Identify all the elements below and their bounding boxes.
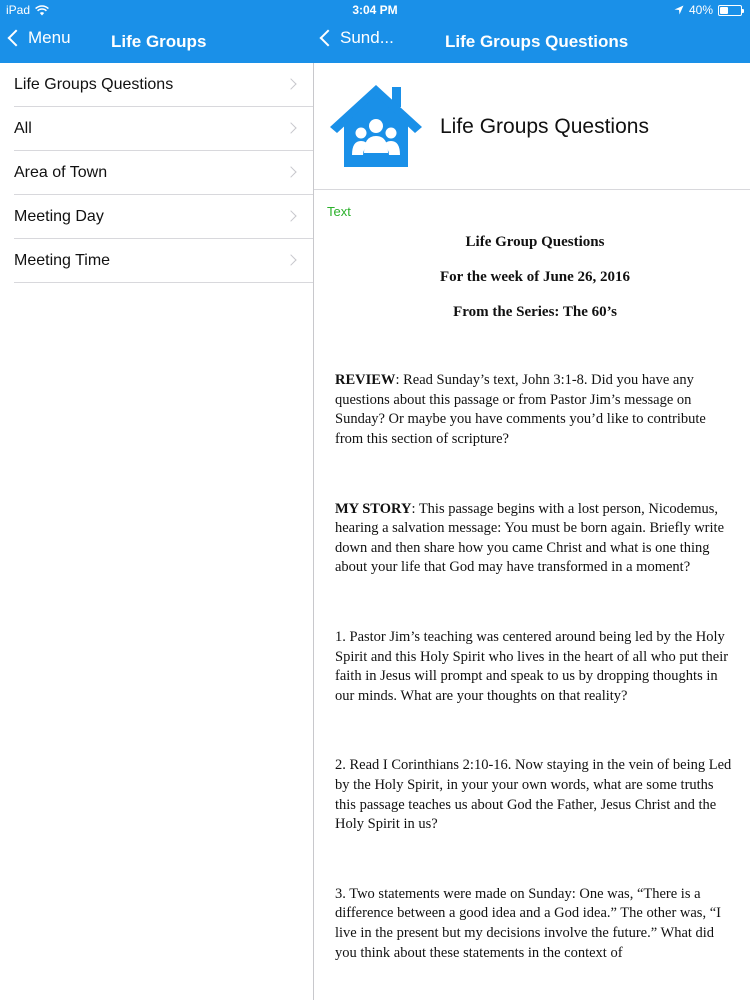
chevron-right-icon <box>285 254 296 265</box>
detail-nav-bar <box>314 22 750 62</box>
question-1: 1. Pastor Jim’s teaching was centered around being led by the Holy Spirit and this Holy Spirit who lives in the heart of all who put their faith in Jesus will prompt and speak to us by dropping thoughts in our minds. What are your thoughts on that reality? <box>335 629 729 704</box>
sidebar-item-all[interactable] <box>14 107 313 151</box>
sidebar-item-label: All <box>14 119 32 137</box>
menu-back-label: Menu <box>28 28 71 47</box>
carrier-label: iPad <box>6 3 31 17</box>
sunday-back-label: Sund... <box>340 28 394 47</box>
chevron-left-icon <box>8 30 25 47</box>
sidebar-item-label: Meeting Day <box>14 207 104 225</box>
status-time: 3:04 PM <box>352 3 398 17</box>
review-paragraph <box>335 371 735 449</box>
detail-title: Life Groups Questions <box>445 32 629 51</box>
doc-series: From the Series: The 60’s <box>453 304 617 321</box>
doc-date: For the week of June 26, 2016 <box>439 269 631 286</box>
question-2: 2. Read I Corinthians 2:10-16. Now staying in the vein of being Led by the Holy Spirit, in your your own words, what are some truths this passage teaches us about God the Father, Jesus Christ and the Holy Spirit in us? <box>335 757 732 833</box>
sidebar-item-life-groups-questions[interactable] <box>14 63 313 107</box>
chevron-left-icon <box>320 30 337 47</box>
sidebar-item-meeting-time[interactable] <box>14 239 313 283</box>
master-nav-bar <box>0 22 313 62</box>
location-arrow-icon <box>674 5 684 15</box>
battery-icon <box>718 5 742 16</box>
battery-percent: 40% <box>688 3 713 17</box>
menu-back-button[interactable] <box>6 28 71 48</box>
sidebar-item-label: Life Groups Questions <box>14 75 174 93</box>
review-text: : Read Sunday’s text, John 3:1-8. Did you have any questions about this passage or from Pastor Jim’s message on Sunday? Or maybe you have comments you’d like to contribute from this section of scripture? <box>335 372 706 448</box>
top-bar <box>0 0 750 63</box>
sidebar-item-label: Area of Town <box>14 163 108 181</box>
doc-heading: Life Group Questions <box>465 234 605 250</box>
section-label: Text <box>327 204 351 219</box>
story-paragraph <box>335 500 735 578</box>
house-group-icon <box>328 83 424 169</box>
status-bar <box>0 0 750 20</box>
sidebar-item-area-of-town[interactable] <box>14 151 313 195</box>
sidebar-item-label: Meeting Time <box>14 251 111 269</box>
detail-header <box>314 63 750 190</box>
chevron-right-icon <box>285 210 296 221</box>
sunday-back-button[interactable] <box>318 28 394 48</box>
chevron-right-icon <box>285 78 296 89</box>
detail-header-title: Life Groups Questions <box>440 115 649 138</box>
story-text: : This passage begins with a lost person, Nicodemus, hearing a salvation message: You must be born again. Briefly write down and then share how you came Christ and what is one thing about your life that God may have transformed in a moment? <box>335 500 725 576</box>
sidebar-item-meeting-day[interactable] <box>14 195 313 239</box>
chevron-right-icon <box>285 166 296 177</box>
review-lead: REVIEW <box>335 372 396 389</box>
detail-panel <box>314 63 750 1000</box>
question-3: 3. Two statements were made on Sunday: One was, “There is a difference between a good idea and a God idea.” The other was, “I live in the present but my decisions involve the future.” What did you think about these statements in the context of <box>335 885 721 961</box>
document-body <box>335 233 735 963</box>
story-lead: MY STORY <box>335 500 412 517</box>
sidebar <box>0 63 313 1000</box>
master-title: Life Groups <box>111 32 207 51</box>
chevron-right-icon <box>285 122 296 133</box>
